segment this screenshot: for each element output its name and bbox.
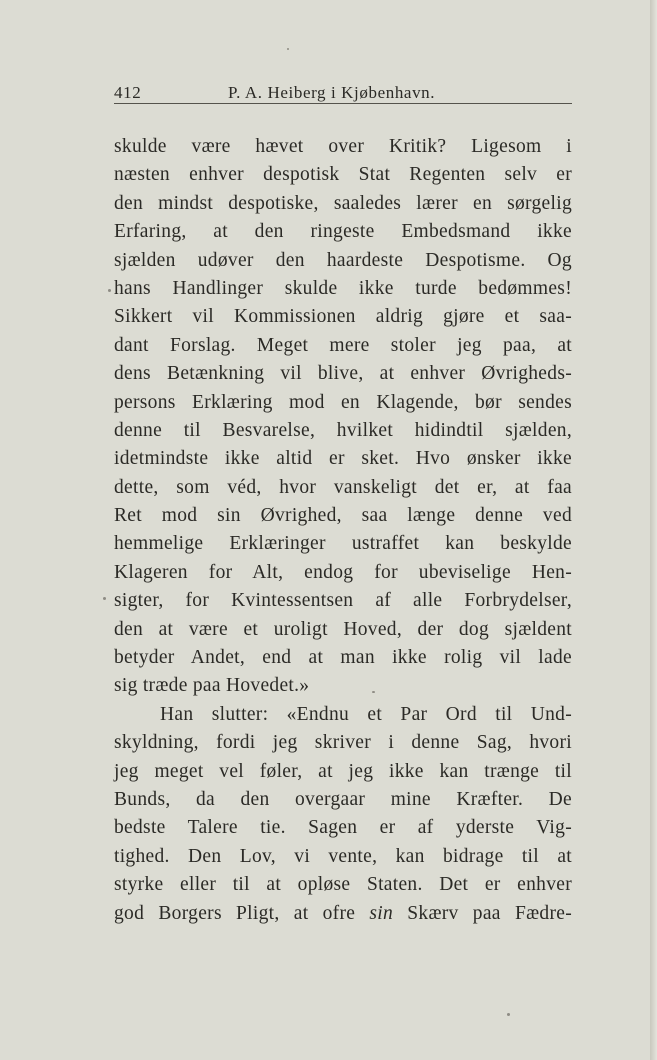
- paragraph-start-line: Han slutter: «Endnu et Par Ord til Und-: [160, 703, 572, 725]
- text-line: styrke eller til at opløse Staten. Det er enhver: [114, 874, 572, 896]
- text-line: betyder Andet, end at man ikke rolig vil lade: [114, 647, 572, 669]
- text-line: Sikkert vil Kommissionen aldrig gjøre et saa-: [114, 306, 572, 328]
- text-line: Erfaring, at den ringeste Embedsmand ikke: [114, 221, 572, 243]
- text-line: dant Forslag. Meget mere stoler jeg paa, at: [114, 334, 572, 356]
- text-line: tighed. Den Lov, vi vente, kan bidrage til at: [114, 845, 572, 867]
- text-line: næsten enhver despotisk Stat Regenten selv er: [114, 164, 572, 186]
- text-line: den at være et uroligt Hoved, der dog sjældent: [114, 618, 572, 640]
- text-line: denne til Besvarelse, hvilket hidindtil sjælden,: [114, 419, 572, 441]
- page-edge: [650, 0, 657, 1060]
- header-rule: [114, 103, 572, 104]
- paper-speck: [287, 48, 289, 50]
- text-line: Bunds, da den overgaar mine Kræfter. De: [114, 788, 572, 810]
- text-line: Klageren for Alt, endog for ubeviselige Hen-: [114, 561, 572, 583]
- paper-speck: [507, 1013, 510, 1016]
- text-line: hemmelige Erklæringer ustraffet kan beskylde: [114, 533, 572, 555]
- text-line: hans Handlinger skulde ikke turde bedømmes!: [114, 277, 572, 299]
- text-line: sjælden udøver den haardeste Despotisme. Og: [114, 249, 572, 271]
- paper-speck: [108, 289, 111, 292]
- final-line-end: Skærv paa Fædre-: [393, 902, 572, 924]
- text-line: dens Betænkning vil blive, at enhver Øvrigheds-: [114, 363, 572, 385]
- text-line: Ret mod sin Øvrighed, saa længe denne ved: [114, 505, 572, 527]
- running-head: [114, 83, 572, 109]
- body-text: [114, 133, 572, 928]
- text-line: bedste Talere tie. Sagen er af yderste Vig-: [114, 817, 572, 839]
- running-title: P. A. Heiberg i Kjøbenhavn.: [228, 83, 436, 102]
- text-line: den mindst despotiske, saaledes lærer en sørgelig: [114, 192, 572, 214]
- text-line: idetmindste ikke altid er sket. Hvo ønsker ikke: [114, 448, 572, 470]
- text-line: skyldning, fordi jeg skriver i denne Sag, hvori: [114, 732, 572, 754]
- final-text-line: [114, 900, 572, 928]
- paper-speck: [372, 691, 375, 693]
- paper-speck: [103, 597, 106, 600]
- page-number: 412: [114, 83, 142, 102]
- italic-word: sin: [369, 902, 394, 924]
- text-line: sigter, for Kvintessentsen af alle Forbrydelser,: [114, 590, 572, 612]
- text-line: persons Erklæring mod en Klagende, bør sendes: [114, 391, 572, 413]
- final-line-start: god Borgers Pligt, at ofre: [114, 902, 370, 924]
- text-line: dette, som véd, hvor vanskeligt det er, at faa: [114, 476, 572, 498]
- text-line: skulde være hævet over Kritik? Ligesom i: [114, 136, 572, 157]
- text-line: jeg meget vel føler, at jeg ikke kan trænge til: [114, 760, 572, 782]
- paragraph-end-line: sig træde paa Hovedet.»: [114, 675, 310, 697]
